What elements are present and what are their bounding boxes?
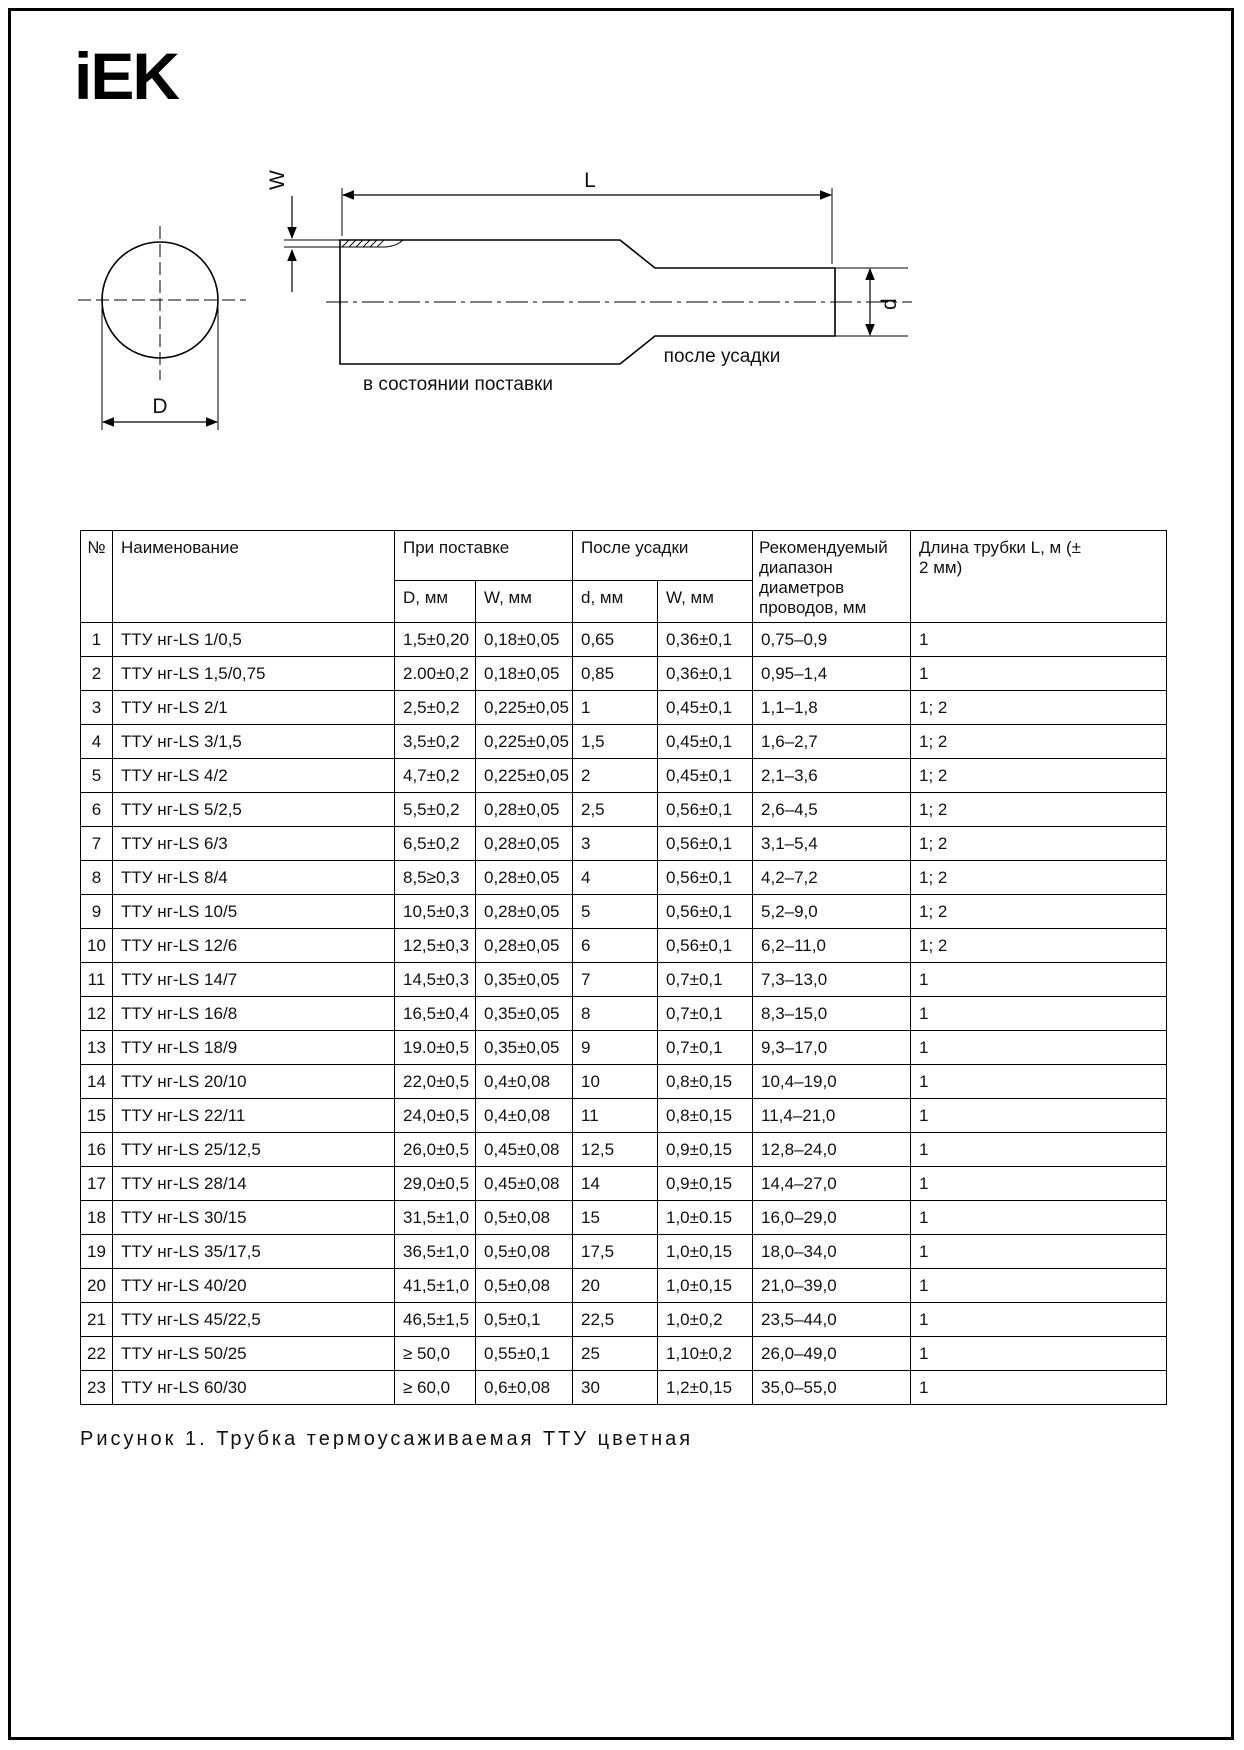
table-cell: 0,45±0,1	[658, 725, 753, 759]
table-cell: ТТУ нг-LS 16/8	[113, 997, 395, 1031]
column-header-name: Наименование	[113, 531, 395, 623]
table-cell: 0,7±0,1	[658, 997, 753, 1031]
dim-W-label: W	[266, 170, 289, 190]
table-cell: 25	[573, 1337, 658, 1371]
table-cell: 0,45±0,1	[658, 691, 753, 725]
table-cell: ТТУ нг-LS 14/7	[113, 963, 395, 997]
column-header-shrunk-w: W, мм	[658, 581, 753, 623]
table-row	[81, 1235, 1167, 1269]
table-cell: ТТУ нг-LS 50/25	[113, 1337, 395, 1371]
table-row	[81, 827, 1167, 861]
table-cell: 0,5±0,08	[476, 1269, 573, 1303]
table-cell: ТТУ нг-LS 12/6	[113, 929, 395, 963]
table-row	[81, 1269, 1167, 1303]
column-header-length-text: Длина трубки L, м (± 2 мм)	[919, 538, 1081, 577]
table-cell: ТТУ нг-LS 1/0,5	[113, 623, 395, 657]
table-cell: ТТУ нг-LS 3/1,5	[113, 725, 395, 759]
table-cell: 8,3–15,0	[753, 997, 911, 1031]
table-cell: 1	[911, 1031, 1167, 1065]
table-cell: 19.0±0,5	[395, 1031, 476, 1065]
table-cell: 14	[573, 1167, 658, 1201]
table-row	[81, 997, 1167, 1031]
table-cell: 7,3–13,0	[753, 963, 911, 997]
dim-d-label: d	[878, 298, 901, 310]
table-cell: 22,0±0,5	[395, 1065, 476, 1099]
table-cell: ТТУ нг-LS 22/11	[113, 1099, 395, 1133]
table-cell: 0,4±0,08	[476, 1065, 573, 1099]
table-cell: ТТУ нг-LS 35/17,5	[113, 1235, 395, 1269]
table-cell: 1	[911, 1235, 1167, 1269]
table-cell: 0,8±0,15	[658, 1099, 753, 1133]
table-row	[81, 1031, 1167, 1065]
table-cell: 1	[911, 623, 1167, 657]
table-cell: 1	[911, 1099, 1167, 1133]
spec-table-body	[81, 623, 1167, 1405]
cell-row-number: 5	[81, 759, 113, 793]
table-cell: 6,2–11,0	[753, 929, 911, 963]
table-row	[81, 1201, 1167, 1235]
table-cell: 1; 2	[911, 895, 1167, 929]
column-header-num: №	[81, 531, 113, 623]
table-cell: 0,35±0,05	[476, 1031, 573, 1065]
table-row	[81, 793, 1167, 827]
table-cell: 0,7±0,1	[658, 963, 753, 997]
cell-row-number: 22	[81, 1337, 113, 1371]
table-cell: 26,0±0,5	[395, 1133, 476, 1167]
column-header-supply-group: При поставке	[395, 531, 573, 581]
cell-row-number: 10	[81, 929, 113, 963]
table-cell: 16,5±0,4	[395, 997, 476, 1031]
cell-row-number: 12	[81, 997, 113, 1031]
cell-row-number: 2	[81, 657, 113, 691]
table-cell: 14,5±0,3	[395, 963, 476, 997]
table-cell: 0,36±0,1	[658, 657, 753, 691]
table-cell: 1,5±0,20	[395, 623, 476, 657]
table-cell: 17,5	[573, 1235, 658, 1269]
table-cell: 0,8±0,15	[658, 1065, 753, 1099]
table-cell: 5,2–9,0	[753, 895, 911, 929]
table-cell: 0,36±0,1	[658, 623, 753, 657]
table-cell: 5,5±0,2	[395, 793, 476, 827]
table-row	[81, 895, 1167, 929]
table-cell: 3,1–5,4	[753, 827, 911, 861]
table-row	[81, 861, 1167, 895]
table-row	[81, 623, 1167, 657]
cell-row-number: 8	[81, 861, 113, 895]
table-cell: 23,5–44,0	[753, 1303, 911, 1337]
table-row	[81, 1303, 1167, 1337]
table-cell: 4,7±0,2	[395, 759, 476, 793]
table-cell: 0,28±0,05	[476, 827, 573, 861]
table-cell: 0,5±0,08	[476, 1201, 573, 1235]
table-row	[81, 1065, 1167, 1099]
table-cell: 35,0–55,0	[753, 1371, 911, 1405]
table-cell: 1,1–1,8	[753, 691, 911, 725]
iek-logo: iEK	[74, 39, 179, 113]
table-cell: 1,6–2,7	[753, 725, 911, 759]
table-cell: ТТУ нг-LS 18/9	[113, 1031, 395, 1065]
table-cell: 0,56±0,1	[658, 793, 753, 827]
table-row	[81, 1167, 1167, 1201]
table-cell: 0,75–0,9	[753, 623, 911, 657]
table-row	[81, 759, 1167, 793]
table-cell: 1	[911, 1269, 1167, 1303]
cell-row-number: 21	[81, 1303, 113, 1337]
table-cell: 1,10±0,2	[658, 1337, 753, 1371]
table-cell: 1,2±0,15	[658, 1371, 753, 1405]
table-cell: 31,5±1,0	[395, 1201, 476, 1235]
table-cell: 0,56±0,1	[658, 827, 753, 861]
table-cell: 0,56±0,1	[658, 861, 753, 895]
table-row	[81, 1337, 1167, 1371]
table-cell: 0,5±0,08	[476, 1235, 573, 1269]
table-cell: ТТУ нг-LS 28/14	[113, 1167, 395, 1201]
table-cell: 0,7±0,1	[658, 1031, 753, 1065]
table-cell: 6,5±0,2	[395, 827, 476, 861]
table-cell: 0,65	[573, 623, 658, 657]
table-cell: 9	[573, 1031, 658, 1065]
table-cell: 1,0±0.15	[658, 1201, 753, 1235]
table-cell: 0,35±0,05	[476, 963, 573, 997]
table-cell: 0,225±0,05	[476, 759, 573, 793]
table-cell: ≥ 60,0	[395, 1371, 476, 1405]
table-cell: 8,5≥0,3	[395, 861, 476, 895]
table-cell: 36,5±1,0	[395, 1235, 476, 1269]
table-cell: ТТУ нг-LS 6/3	[113, 827, 395, 861]
table-cell: 18,0–34,0	[753, 1235, 911, 1269]
table-cell: 2	[573, 759, 658, 793]
table-cell: 0,56±0,1	[658, 895, 753, 929]
table-cell: ТТУ нг-LS 60/30	[113, 1371, 395, 1405]
table-cell: 4	[573, 861, 658, 895]
table-cell: 5	[573, 895, 658, 929]
spec-table	[80, 530, 1167, 1405]
table-cell: 1; 2	[911, 691, 1167, 725]
table-cell: 1; 2	[911, 793, 1167, 827]
table-cell: 6	[573, 929, 658, 963]
table-cell: 0,55±0,1	[476, 1337, 573, 1371]
table-cell: 0,9±0,15	[658, 1133, 753, 1167]
table-cell: 11	[573, 1099, 658, 1133]
table-cell: 30	[573, 1371, 658, 1405]
table-cell: 12,8–24,0	[753, 1133, 911, 1167]
table-cell: 41,5±1,0	[395, 1269, 476, 1303]
table-cell: 1,0±0,15	[658, 1269, 753, 1303]
table-cell: 10	[573, 1065, 658, 1099]
table-cell: 3,5±0,2	[395, 725, 476, 759]
table-cell: 2,5±0,2	[395, 691, 476, 725]
cell-row-number: 19	[81, 1235, 113, 1269]
table-cell: 0,6±0,08	[476, 1371, 573, 1405]
cell-row-number: 13	[81, 1031, 113, 1065]
table-cell: 0,9±0,15	[658, 1167, 753, 1201]
table-cell: ТТУ нг-LS 10/5	[113, 895, 395, 929]
table-cell: 9,3–17,0	[753, 1031, 911, 1065]
column-header-shrunk-group: После усадки	[573, 531, 753, 581]
cell-row-number: 3	[81, 691, 113, 725]
table-cell: 14,4–27,0	[753, 1167, 911, 1201]
table-cell: 16,0–29,0	[753, 1201, 911, 1235]
table-cell: 21,0–39,0	[753, 1269, 911, 1303]
column-header-range: Рекомендуемый диапазон диаметров проводов, мм	[753, 531, 911, 623]
table-cell: 0,45±0,08	[476, 1167, 573, 1201]
table-cell: 2,1–3,6	[753, 759, 911, 793]
table-cell: 0,225±0,05	[476, 691, 573, 725]
table-cell: 0,4±0,08	[476, 1099, 573, 1133]
table-cell: 0,35±0,05	[476, 997, 573, 1031]
table-cell: 0,45±0,08	[476, 1133, 573, 1167]
table-row	[81, 1371, 1167, 1405]
table-cell: ТТУ нг-LS 30/15	[113, 1201, 395, 1235]
table-cell: ТТУ нг-LS 25/12,5	[113, 1133, 395, 1167]
table-cell: 0,18±0,05	[476, 657, 573, 691]
table-cell: ТТУ нг-LS 4/2	[113, 759, 395, 793]
table-cell: 29,0±0,5	[395, 1167, 476, 1201]
cell-row-number: 17	[81, 1167, 113, 1201]
table-row	[81, 691, 1167, 725]
table-cell: 22,5	[573, 1303, 658, 1337]
table-cell: 0,28±0,05	[476, 861, 573, 895]
table-cell: 4,2–7,2	[753, 861, 911, 895]
table-cell: 1,5	[573, 725, 658, 759]
table-cell: ТТУ нг-LS 8/4	[113, 861, 395, 895]
table-cell: 1	[911, 963, 1167, 997]
table-cell: 0,28±0,05	[476, 793, 573, 827]
table-cell: 46,5±1,5	[395, 1303, 476, 1337]
figure-caption: Рисунок 1. Трубка термоусаживаемая ТТУ цветная	[80, 1428, 694, 1450]
table-cell: 1	[911, 997, 1167, 1031]
cell-row-number: 4	[81, 725, 113, 759]
table-row	[81, 657, 1167, 691]
table-cell: ТТУ нг-LS 1,5/0,75	[113, 657, 395, 691]
table-cell: 1	[911, 1065, 1167, 1099]
table-cell: 2.00±0,2	[395, 657, 476, 691]
table-cell: 0,85	[573, 657, 658, 691]
table-cell: 1	[911, 1337, 1167, 1371]
table-cell: 1	[911, 1371, 1167, 1405]
column-header-length	[911, 531, 1167, 623]
cell-row-number: 14	[81, 1065, 113, 1099]
table-cell: ТТУ нг-LS 2/1	[113, 691, 395, 725]
cell-row-number: 7	[81, 827, 113, 861]
table-cell: 15	[573, 1201, 658, 1235]
table-cell: 1; 2	[911, 827, 1167, 861]
table-cell: 1; 2	[911, 861, 1167, 895]
table-cell: 7	[573, 963, 658, 997]
table-cell: 0,28±0,05	[476, 929, 573, 963]
table-cell: 1	[911, 657, 1167, 691]
table-cell: 0,5±0,1	[476, 1303, 573, 1337]
table-cell: 26,0–49,0	[753, 1337, 911, 1371]
table-cell: 1	[911, 1133, 1167, 1167]
dim-D-label: D	[152, 395, 168, 418]
table-cell: 0,45±0,1	[658, 759, 753, 793]
cell-row-number: 15	[81, 1099, 113, 1133]
table-cell: 24,0±0,5	[395, 1099, 476, 1133]
spec-table-head	[81, 531, 1167, 623]
table-cell: 1	[911, 1167, 1167, 1201]
cell-row-number: 6	[81, 793, 113, 827]
table-cell: 1	[911, 1201, 1167, 1235]
table-cell: ТТУ нг-LS 20/10	[113, 1065, 395, 1099]
table-cell: 1; 2	[911, 759, 1167, 793]
table-cell: ТТУ нг-LS 5/2,5	[113, 793, 395, 827]
label-after-shrink: после усадки	[663, 346, 781, 367]
table-row	[81, 1099, 1167, 1133]
table-row	[81, 725, 1167, 759]
table-cell: ТТУ нг-LS 40/20	[113, 1269, 395, 1303]
cell-row-number: 1	[81, 623, 113, 657]
table-cell: 1	[911, 1303, 1167, 1337]
table-cell: 0,95–1,4	[753, 657, 911, 691]
cell-row-number: 9	[81, 895, 113, 929]
table-cell: 12,5±0,3	[395, 929, 476, 963]
column-header-supply-d: D, мм	[395, 581, 476, 623]
label-as-supplied: в состоянии поставки	[363, 374, 553, 395]
table-cell: 11,4–21,0	[753, 1099, 911, 1133]
column-header-shrunk-d: d, мм	[573, 581, 658, 623]
table-cell: 2,5	[573, 793, 658, 827]
table-cell: 0,28±0,05	[476, 895, 573, 929]
table-cell: 10,5±0,3	[395, 895, 476, 929]
table-row	[81, 963, 1167, 997]
table-cell: 8	[573, 997, 658, 1031]
table-cell: ≥ 50,0	[395, 1337, 476, 1371]
table-cell: 1,0±0,15	[658, 1235, 753, 1269]
table-cell: 0,18±0,05	[476, 623, 573, 657]
cell-row-number: 23	[81, 1371, 113, 1405]
table-cell: 12,5	[573, 1133, 658, 1167]
cell-row-number: 16	[81, 1133, 113, 1167]
table-cell: 20	[573, 1269, 658, 1303]
table-cell: 0,56±0,1	[658, 929, 753, 963]
dimension-drawing	[70, 150, 930, 450]
cell-row-number: 18	[81, 1201, 113, 1235]
table-cell: 1	[573, 691, 658, 725]
table-cell: 0,225±0,05	[476, 725, 573, 759]
cell-row-number: 11	[81, 963, 113, 997]
table-cell: 1; 2	[911, 725, 1167, 759]
table-cell: 2,6–4,5	[753, 793, 911, 827]
cell-row-number: 20	[81, 1269, 113, 1303]
header-row-groups	[81, 531, 1167, 581]
dim-L-label: L	[584, 169, 596, 192]
column-header-supply-w: W, мм	[476, 581, 573, 623]
table-cell: 3	[573, 827, 658, 861]
table-cell: 1; 2	[911, 929, 1167, 963]
table-cell: 10,4–19,0	[753, 1065, 911, 1099]
table-row	[81, 929, 1167, 963]
table-cell: 1,0±0,2	[658, 1303, 753, 1337]
table-row	[81, 1133, 1167, 1167]
table-cell: ТТУ нг-LS 45/22,5	[113, 1303, 395, 1337]
